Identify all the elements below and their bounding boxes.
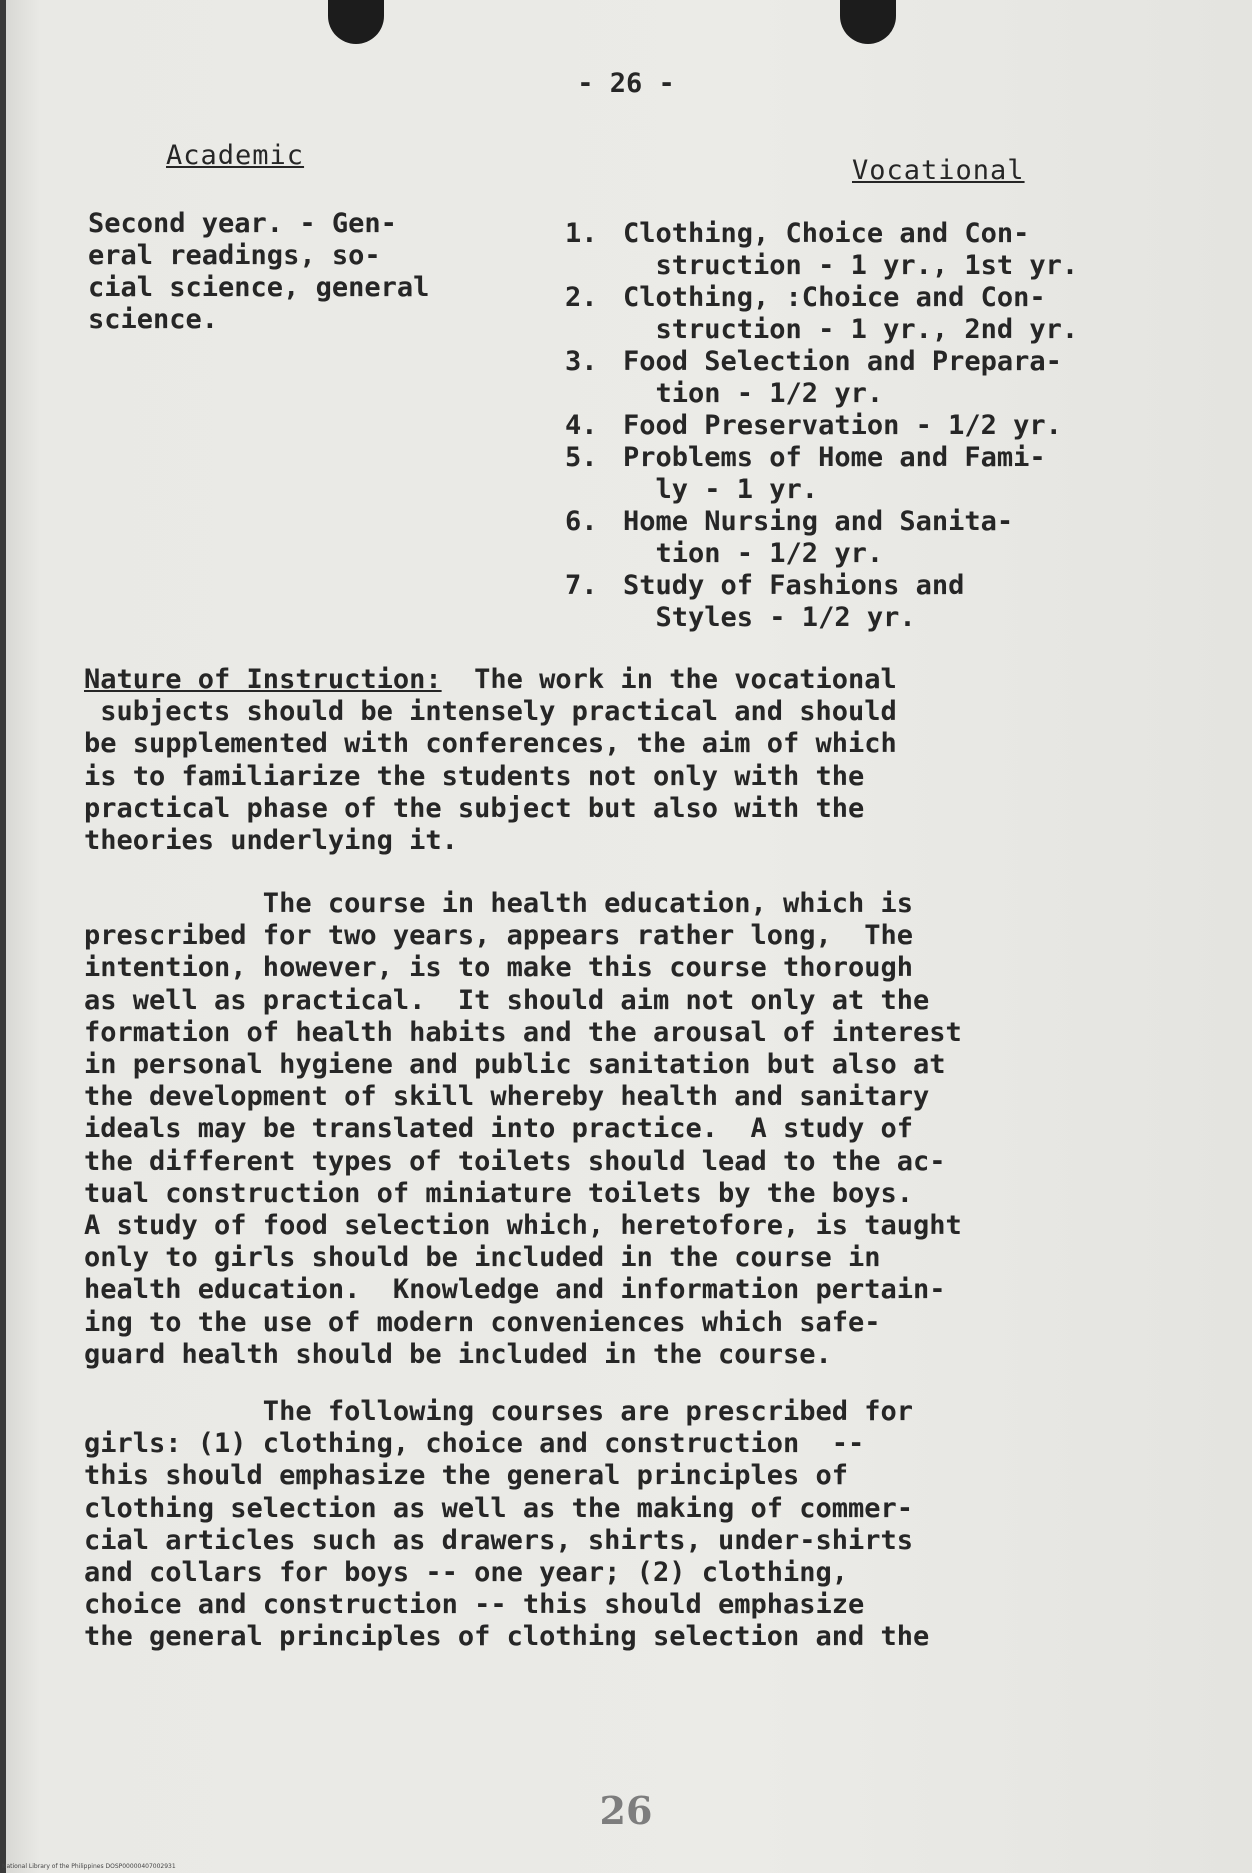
list-item xyxy=(565,218,1245,282)
paragraph-girls-courses: The following courses are prescribed for girls: (1) clothing, choice and construction -- this should emphasize the general principles of clothing selection as well as the making of commer- cial articles such as drawers, shirts, under-shirts and collars for boys -- one year; (2) clothing, choice and construction -- this should emphasize the general principles of clothing selection and the xyxy=(84,1396,930,1653)
vocational-heading: Vocational xyxy=(852,155,1025,186)
list-item-number: 2. xyxy=(565,282,598,313)
library-credit: National Library of the Philippines DOSP00000407002931 xyxy=(2,1863,176,1870)
list-item-number: 7. xyxy=(565,570,598,601)
punch-hole-left xyxy=(328,0,384,44)
list-item-number: 3. xyxy=(565,346,598,377)
list-item-number: 1. xyxy=(565,218,598,249)
list-item-number: 5. xyxy=(565,442,598,473)
list-item-number: 4. xyxy=(565,410,598,441)
list-item xyxy=(565,346,1245,410)
paragraph-nature-of-instruction xyxy=(84,664,1214,857)
list-item-text: Food Preservation - 1/2 yr. xyxy=(623,410,1062,441)
vocational-list xyxy=(565,218,1245,634)
academic-text: Second year. - Gen- eral readings, so- cial science, general science. xyxy=(88,208,430,335)
page-number: 26 xyxy=(599,1788,653,1833)
academic-heading: Academic xyxy=(166,140,305,171)
paragraph-health-education: The course in health education, which is prescribed for two years, appears rather long, The intention, however, is to make this course thorough as well as practical. It should aim not only at the formation of health habits and the arousal of interest in personal hygiene and public sanitation but also at the development of skill whereby health and sanitary ideals may be translated into practice. A study of the different types of toilets should lead to the ac- tual construction of miniature toilets by the boys. A study of food selection which, heretofore, is taught only to girls should be included in the course in health education. Knowledge and information pertain- ing to the use of modern conveniences which safe- guard health should be included in the course. xyxy=(84,888,962,1370)
section-heading: Nature of Instruction: xyxy=(84,664,442,695)
paragraph-body: The work in the vocational subjects should be intensely practical and should be supplemented with conferences, the aim of which is to familiarize the students not only with the practical phase of the subject but also with the theories underlying it. xyxy=(84,664,897,857)
list-item-text: Problems of Home and Fami- ly - 1 yr. xyxy=(623,442,1046,505)
list-item-text: Clothing, :Choice and Con- struction - 1 yr., 2nd yr. xyxy=(623,282,1079,345)
list-item-text: Home Nursing and Sanita- tion - 1/2 yr. xyxy=(623,506,1014,569)
page-header: - 26 - xyxy=(577,68,675,99)
punch-hole-right xyxy=(840,0,896,44)
page-edge-shadow xyxy=(0,0,6,1873)
list-item xyxy=(565,570,1245,634)
list-item xyxy=(565,410,1245,442)
list-item-text: Study of Fashions and Styles - 1/2 yr. xyxy=(623,570,965,633)
list-item-number: 6. xyxy=(565,506,598,537)
list-item-text: Food Selection and Prepara- tion - 1/2 yr. xyxy=(623,346,1062,409)
list-item-text: Clothing, Choice and Con- struction - 1 yr., 1st yr. xyxy=(623,218,1079,281)
list-item xyxy=(565,442,1245,506)
list-item xyxy=(565,506,1245,570)
list-item xyxy=(565,282,1245,346)
